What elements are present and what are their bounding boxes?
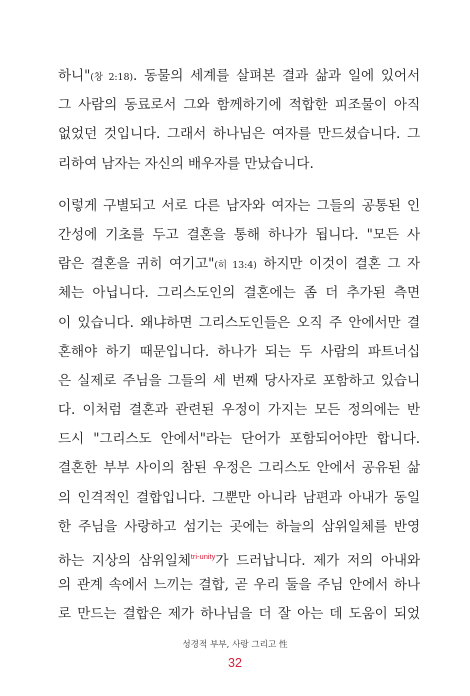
text-run: 람은 결혼을 귀히 여기고" (58, 256, 215, 273)
body-text (58, 62, 420, 630)
text-line: 그 사람의 동료로서 그와 함께하기에 적합한 피조물이 아직 (58, 97, 420, 114)
text-line: 간성에 기초를 두고 결혼을 통해 하나가 됩니다. "모든 사 (58, 226, 420, 243)
text-run: . 동물의 세계를 살펴본 결과 삶과 일에 있어서 (133, 68, 420, 84)
paragraph-2 (58, 192, 420, 630)
text-run: 하니" (58, 68, 91, 84)
text-line: 은 실제로 주님을 그들의 세 번째 당사자로 포함하고 있습니 (58, 372, 420, 389)
text-line: 이 있습니다. 왜냐하면 그리스도인들은 오직 주 안에서만 결 (58, 314, 420, 331)
text-line: 드시 "그리스도 안에서"라는 단어가 포함되어야만 합니다. (58, 431, 420, 448)
text-line: 다. 이처럼 결혼과 관련된 우정이 가지는 모든 정의에는 반 (58, 402, 420, 419)
text-line: 로 만드는 결합은 제가 하나님을 더 잘 아는 데 도움이 되었 (58, 606, 420, 623)
text-run: 가 드러납니다. 제가 저의 아내와 (215, 553, 420, 569)
text-line: 체는 아닙니다. 그리스도인의 결혼에는 좀 더 추가된 측면 (58, 285, 420, 302)
text-line (58, 62, 420, 91)
paragraph-1 (58, 62, 420, 179)
text-line: 결혼한 부부 사이의 참된 우정은 그리스도 안에서 공유된 삶 (58, 460, 420, 477)
text-line: 한 주님을 사랑하고 섬기는 곳에는 하늘의 삼위일체를 반영 (58, 518, 420, 535)
text-line (58, 250, 420, 279)
text-line: 이렇게 구별되고 서로 다른 남자와 여자는 그들의 공통된 인 (58, 197, 420, 214)
text-line: 없었던 것입니다. 그래서 하나님은 여자를 만드셨습니다. 그 (58, 126, 420, 143)
text-line: 리하여 남자는 자신의 배우자를 만났습니다. (58, 155, 314, 172)
text-line: 혼해야 하기 때문입니다. 하나가 되는 두 사람의 파트너십 (58, 343, 420, 360)
text-line: 의 관계 속에서 느끼는 결합, 곧 우리 둘을 주님 안에서 하나 (58, 577, 420, 594)
text-line (58, 542, 420, 571)
running-title: 성경적 부부, 사랑 그리고 性 (182, 640, 288, 650)
text-run: 하지만 이것이 결혼 그 자 (256, 256, 420, 273)
superscript-gloss: tri-unity (190, 552, 216, 561)
scripture-reference: (창 2:18) (90, 72, 134, 83)
text-line: 의 인격적인 결합입니다. 그뿐만 아니라 남편과 아내가 동일 (58, 489, 420, 506)
scripture-reference: (히 13:4) (214, 260, 257, 272)
text-run: 하는 지상의 삼위일체 (58, 553, 191, 569)
page-number: 32 (228, 656, 242, 670)
